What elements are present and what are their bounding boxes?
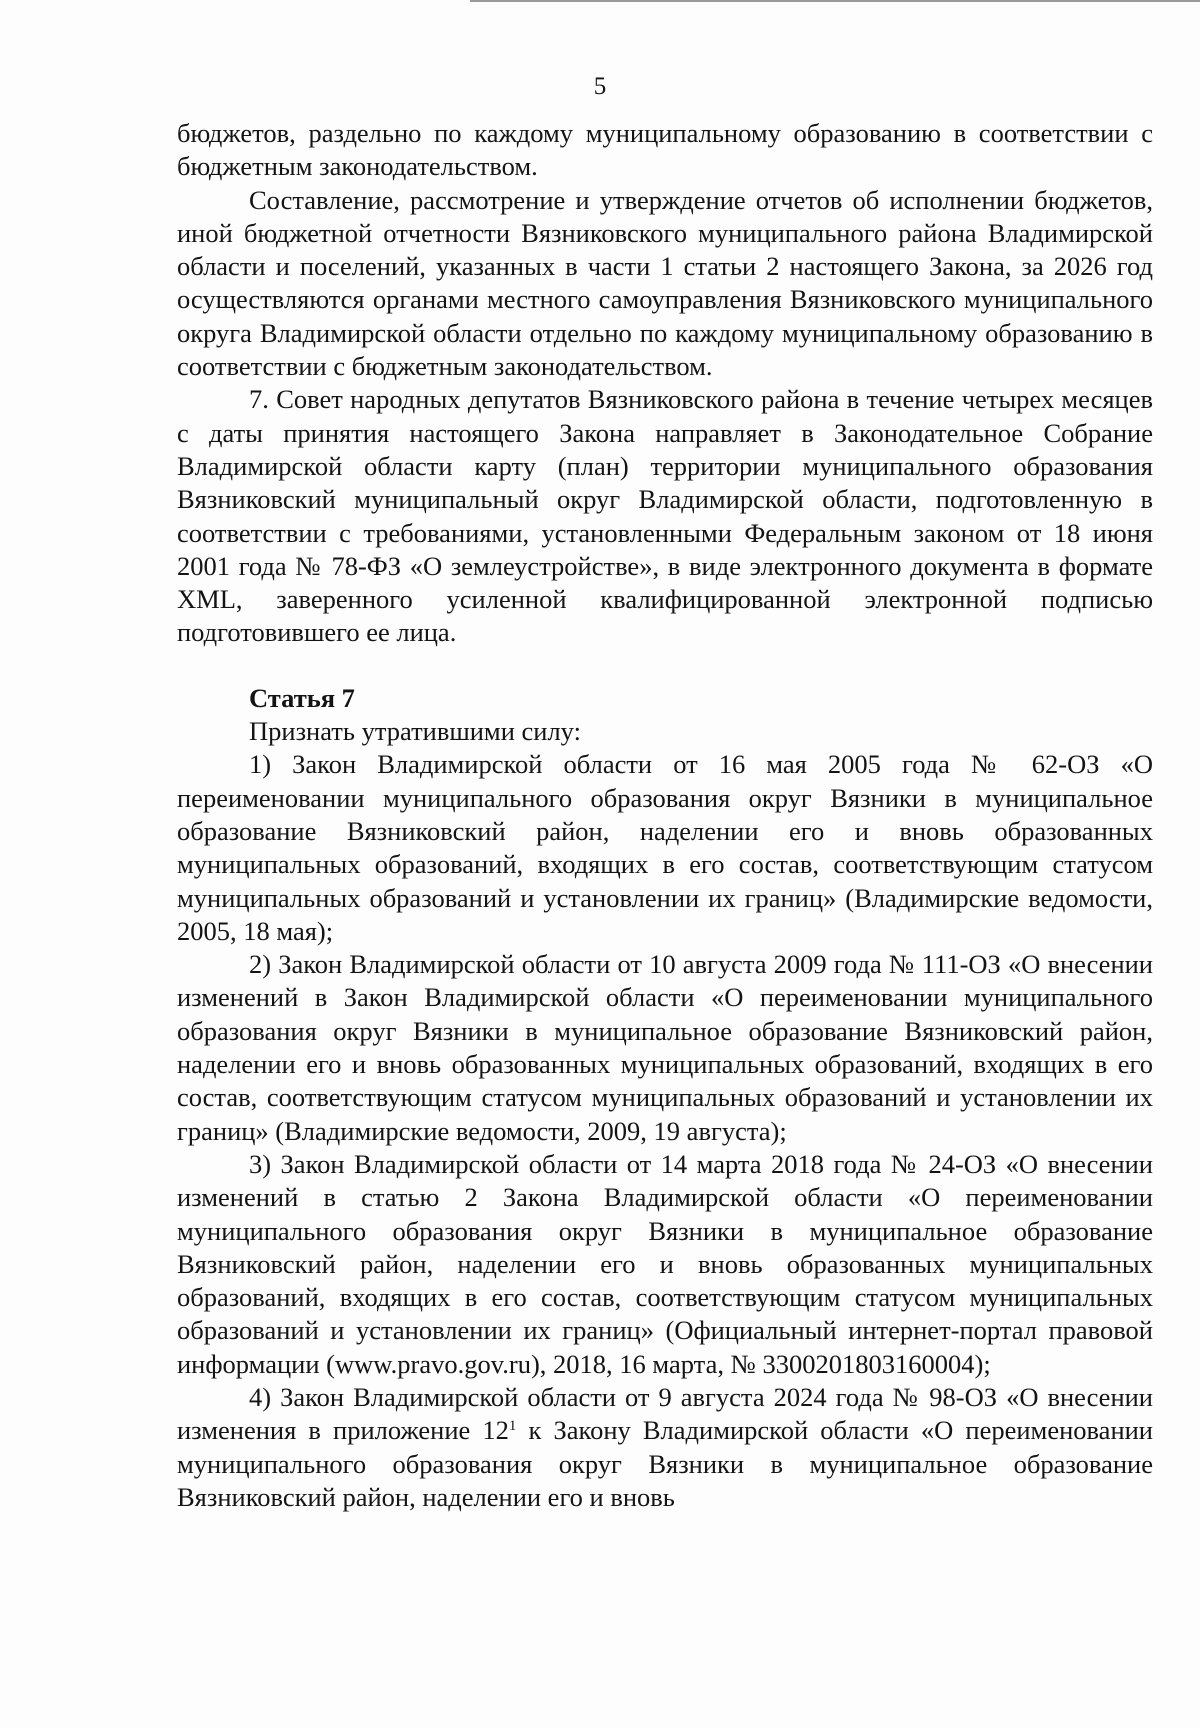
article-intro: Признать утратившими силу: <box>249 716 581 747</box>
paragraph-continuation: бюджетов, раздельно по каждому муниципальному образованию в соответствии с бюджетным законодательством. <box>177 118 1153 182</box>
article-item-2: 2) Закон Владимирской области от 10 августа 2009 года № 111-ОЗ «О внесении изменений в Закон Владимирской области «О переименовании муниципального образования округ Вязники в муниципальное образование Вязниковский район, наделении его и вновь образованных муниципальных образований, входящих в его состав, соответствующим статусом муниципальных образований и установлении их границ» (Владимирские ведомости, 2009, 19 августа); <box>177 949 1153 1146</box>
document-body <box>177 117 1153 1514</box>
item-4-text-start: 4) Закон Владимирской области от 9 августа 2024 года № 98-ОЗ «О внесении изменения в приложение 12 <box>177 1381 1153 1446</box>
item-4-text-end: к Закону Владимирской области «О переименовании муниципального образования округ Вязники в муниципальное образование Вязниковский район, наделении его и вновь <box>177 1415 1153 1512</box>
article-item-3: 3) Закон Владимирской области от 14 марта 2018 года № 24-ОЗ «О внесении изменений в статью 2 Закона Владимирской области «О переименовании муниципального образования округ Вязники в муниципальное образование Вязниковский район, наделении его и вновь образованных муниципальных образований, входящих в его состав, соответствующим статусом муниципальных образований и установлении их границ» (Официальный интернет-портал правовой информации (www.pravo.gov.ru), 2018, 16 марта, № 3300201803160004); <box>177 1148 1153 1379</box>
article-item-1: 1) Закон Владимирской области от 16 мая 2005 года № 62-ОЗ «О переименовании муниципального образования округ Вязники в муниципальное образование Вязниковский район, наделении его и вновь образованных муниципальных образований, входящих в его состав, соответствующим статусом муниципальных образований и установлении их границ» (Владимирские ведомости, 2005, 18 мая); <box>177 749 1153 946</box>
paragraph-reporting: Составление, рассмотрение и утверждение отчетов об исполнении бюджетов, иной бюджетной отчетности Вязниковского муниципального района Владимирской области и поселений, указанных в части 1 статьи 2 настоящего Закона, за 2026 год осуществляются органами местного самоуправления Вязниковского муниципального округа Владимирской области отдельно по каждому муниципальному образованию в соответствии с бюджетным законодательством. <box>177 184 1153 382</box>
page-number: 5 <box>593 73 607 100</box>
paragraph-clause-7: 7. Совет народных депутатов Вязниковского района в течение четырех месяцев с даты принятия настоящего Закона направляет в Законодательное Собрание Владимирской области карту (план) территории муниципального образования Вязниковский муниципальный округ Владимирской области, подготовленную в соответствии с требованиями, установленными Федеральным законом от 18 июня 2001 года № 78-ФЗ «О землеустройстве», в виде электронного документа в формате XML, заверенного усиленной квалифицированной электронной подписью подготовившего ее лица. <box>177 384 1153 648</box>
article-heading: Статья 7 <box>249 682 355 713</box>
article-item-4 <box>177 1381 1153 1514</box>
scan-edge-line <box>470 0 1200 2</box>
item-4-superscript: 1 <box>508 1418 517 1435</box>
